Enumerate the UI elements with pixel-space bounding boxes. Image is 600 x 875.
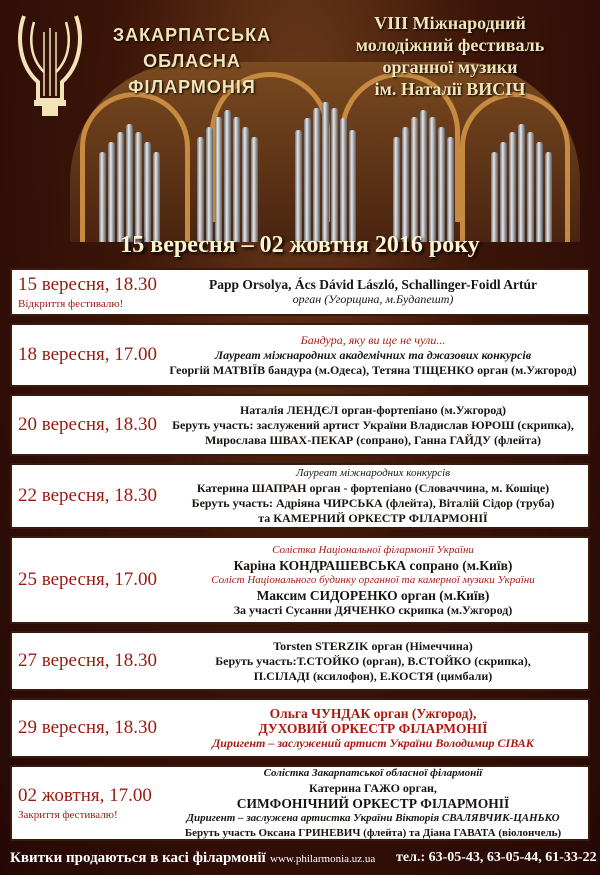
event-date-block xyxy=(18,270,168,314)
event-date-block xyxy=(18,538,168,622)
event-line: Соліст Національного будинку органної та камерної музики України xyxy=(211,573,535,586)
event-card xyxy=(10,394,590,456)
event-line: орган (Угорщина, м.Будапешт) xyxy=(292,292,454,306)
organ-pipes xyxy=(80,102,570,242)
event-line: Torsten STERZIK орган (Німеччина) xyxy=(273,638,473,653)
event-card xyxy=(10,323,590,387)
event-card xyxy=(10,268,590,316)
event-line: Максим СИДОРЕНКО орган (м.Київ) xyxy=(256,587,490,603)
event-line: Катерина ШАПРАН орган - фортепіано (Словаччина, м. Кошіце) xyxy=(196,481,550,495)
event-date: 02 жовтня, 17.00 xyxy=(18,785,152,806)
event-details xyxy=(164,767,582,839)
event-line: СИМФОНІЧНИЙ ОРКЕСТР ФІЛАРМОНІЇ xyxy=(236,795,510,811)
event-date-block xyxy=(18,700,168,756)
org-name-line: ЗАКАРПАТСЬКА xyxy=(112,25,272,45)
event-line: Ольга ЧУНДАК орган (Ужгород), xyxy=(269,705,477,721)
event-line: Солістка Закарпатської обласної філармонії xyxy=(263,766,483,779)
event-date: 22 вересня, 18.30 xyxy=(18,485,158,506)
event-details xyxy=(164,465,582,527)
event-line: Лауреат міжнародних академічних та джазових конкурсів xyxy=(214,347,532,362)
event-date: 18 вересня, 17.00 xyxy=(18,344,158,365)
event-line: та КАМЕРНИЙ ОРКЕСТР ФІЛАРМОНІЇ xyxy=(258,511,488,525)
event-details xyxy=(164,270,582,314)
event-line: Диригент – заслужений артист України Володимир СІВАК xyxy=(212,735,534,750)
org-name-line: ФІЛАРМОНІЯ xyxy=(128,77,256,97)
event-line: Papp Orsolya, Ács Dávid László, Schallinger-Foidl Artúr xyxy=(208,277,537,292)
event-card xyxy=(10,698,590,758)
event-line: Диригент – заслужена артистка України Вікторія СВАЛЯВЧИК-ЦАНЬКО xyxy=(186,811,560,824)
phone-numbers: тел.: 63-05-43, 63-05-44, 61-33-22 xyxy=(396,850,597,865)
website-link[interactable]: www.philarmonia.uz.ua xyxy=(270,853,376,865)
event-line: Катерина ГАЖО орган, xyxy=(309,780,437,795)
event-line: ДУХОВИЙ ОРКЕСТР ФІЛАРМОНІЇ xyxy=(258,720,488,736)
lyre-icon xyxy=(14,8,86,120)
footer xyxy=(0,842,600,875)
event-date: 25 вересня, 17.00 xyxy=(18,569,158,590)
festival-title xyxy=(300,12,600,100)
event-card xyxy=(10,631,590,691)
event-date-block xyxy=(18,633,168,689)
event-line: Солістка Національної філармонії України xyxy=(272,543,474,556)
festival-title-line: ім. Наталії ВИСІЧ xyxy=(374,79,526,99)
event-date: 27 вересня, 18.30 xyxy=(18,650,158,671)
organization-name xyxy=(92,22,292,100)
event-line: П.СІЛАДІ (ксилофон), Е.КОСТЯ (цимбали) xyxy=(253,668,493,683)
event-line: Каріна КОНДРАШЕВСЬКА сопрано (м.Київ) xyxy=(233,557,513,573)
event-date: 29 вересня, 18.30 xyxy=(18,717,158,738)
festival-title-line: VIII Міжнародний xyxy=(374,13,526,33)
tickets-info: Квитки продаються в касі філармонії xyxy=(10,850,266,866)
event-note: Закриття фестивалю! xyxy=(18,809,118,821)
event-details xyxy=(164,396,582,454)
event-line: Беруть участь: Адріяна ЧИРСЬКА (флейта), Віталій Сідор (труба) xyxy=(191,496,555,510)
event-line: Мирослава ШВАХ-ПЕКАР (сопрано), Ганна ГАЙДУ (флейта) xyxy=(204,432,542,447)
event-details xyxy=(164,633,582,689)
event-details xyxy=(164,538,582,622)
festival-title-line: молодіжний фестиваль xyxy=(355,35,545,55)
event-date-block xyxy=(18,767,168,839)
event-card xyxy=(10,765,590,841)
festival-dates: 15 вересня – 02 жовтня 2016 року xyxy=(120,232,480,258)
org-name-line: ОБЛАСНА xyxy=(143,51,241,71)
event-date-block xyxy=(18,325,168,385)
festival-title-line: органної музики xyxy=(382,57,518,77)
event-line: Бандура, яку ви ще не чули... xyxy=(300,332,446,347)
event-details xyxy=(164,700,582,756)
event-line: Наталія ЛЕНДЄЛ орган-фортепіано (м.Ужгород) xyxy=(239,402,507,417)
event-details xyxy=(164,325,582,385)
event-date: 15 вересня, 18.30 xyxy=(18,274,158,295)
event-date: 20 вересня, 18.30 xyxy=(18,414,158,435)
event-line: Георгій МАТВІЇВ бандура (м.Одеса), Тетяна ТІЩЕНКО орган (м.Ужгород) xyxy=(169,362,577,377)
header xyxy=(0,0,600,268)
event-note: Відкриття фестивалю! xyxy=(18,298,124,310)
event-line: За участі Сусанни ДЯЧЕНКО скрипка (м.Ужгород) xyxy=(233,602,513,617)
event-line: Беруть участь: заслужений артист України Владислав ЮРОШ (скрипка), xyxy=(172,417,574,432)
event-line: Лауреат міжнародних конкурсів xyxy=(295,467,451,479)
event-date-block xyxy=(18,465,168,527)
event-date-block xyxy=(18,396,168,454)
event-line: Беруть участь:Т.СТОЙКО (орган), В.СТОЙКО (скрипка), xyxy=(215,653,531,668)
event-card xyxy=(10,536,590,624)
event-line: Беруть участь Оксана ГРИНЕВИЧ (флейта) та Діана ГАВАТА (віолончель) xyxy=(184,826,562,839)
event-card xyxy=(10,463,590,529)
